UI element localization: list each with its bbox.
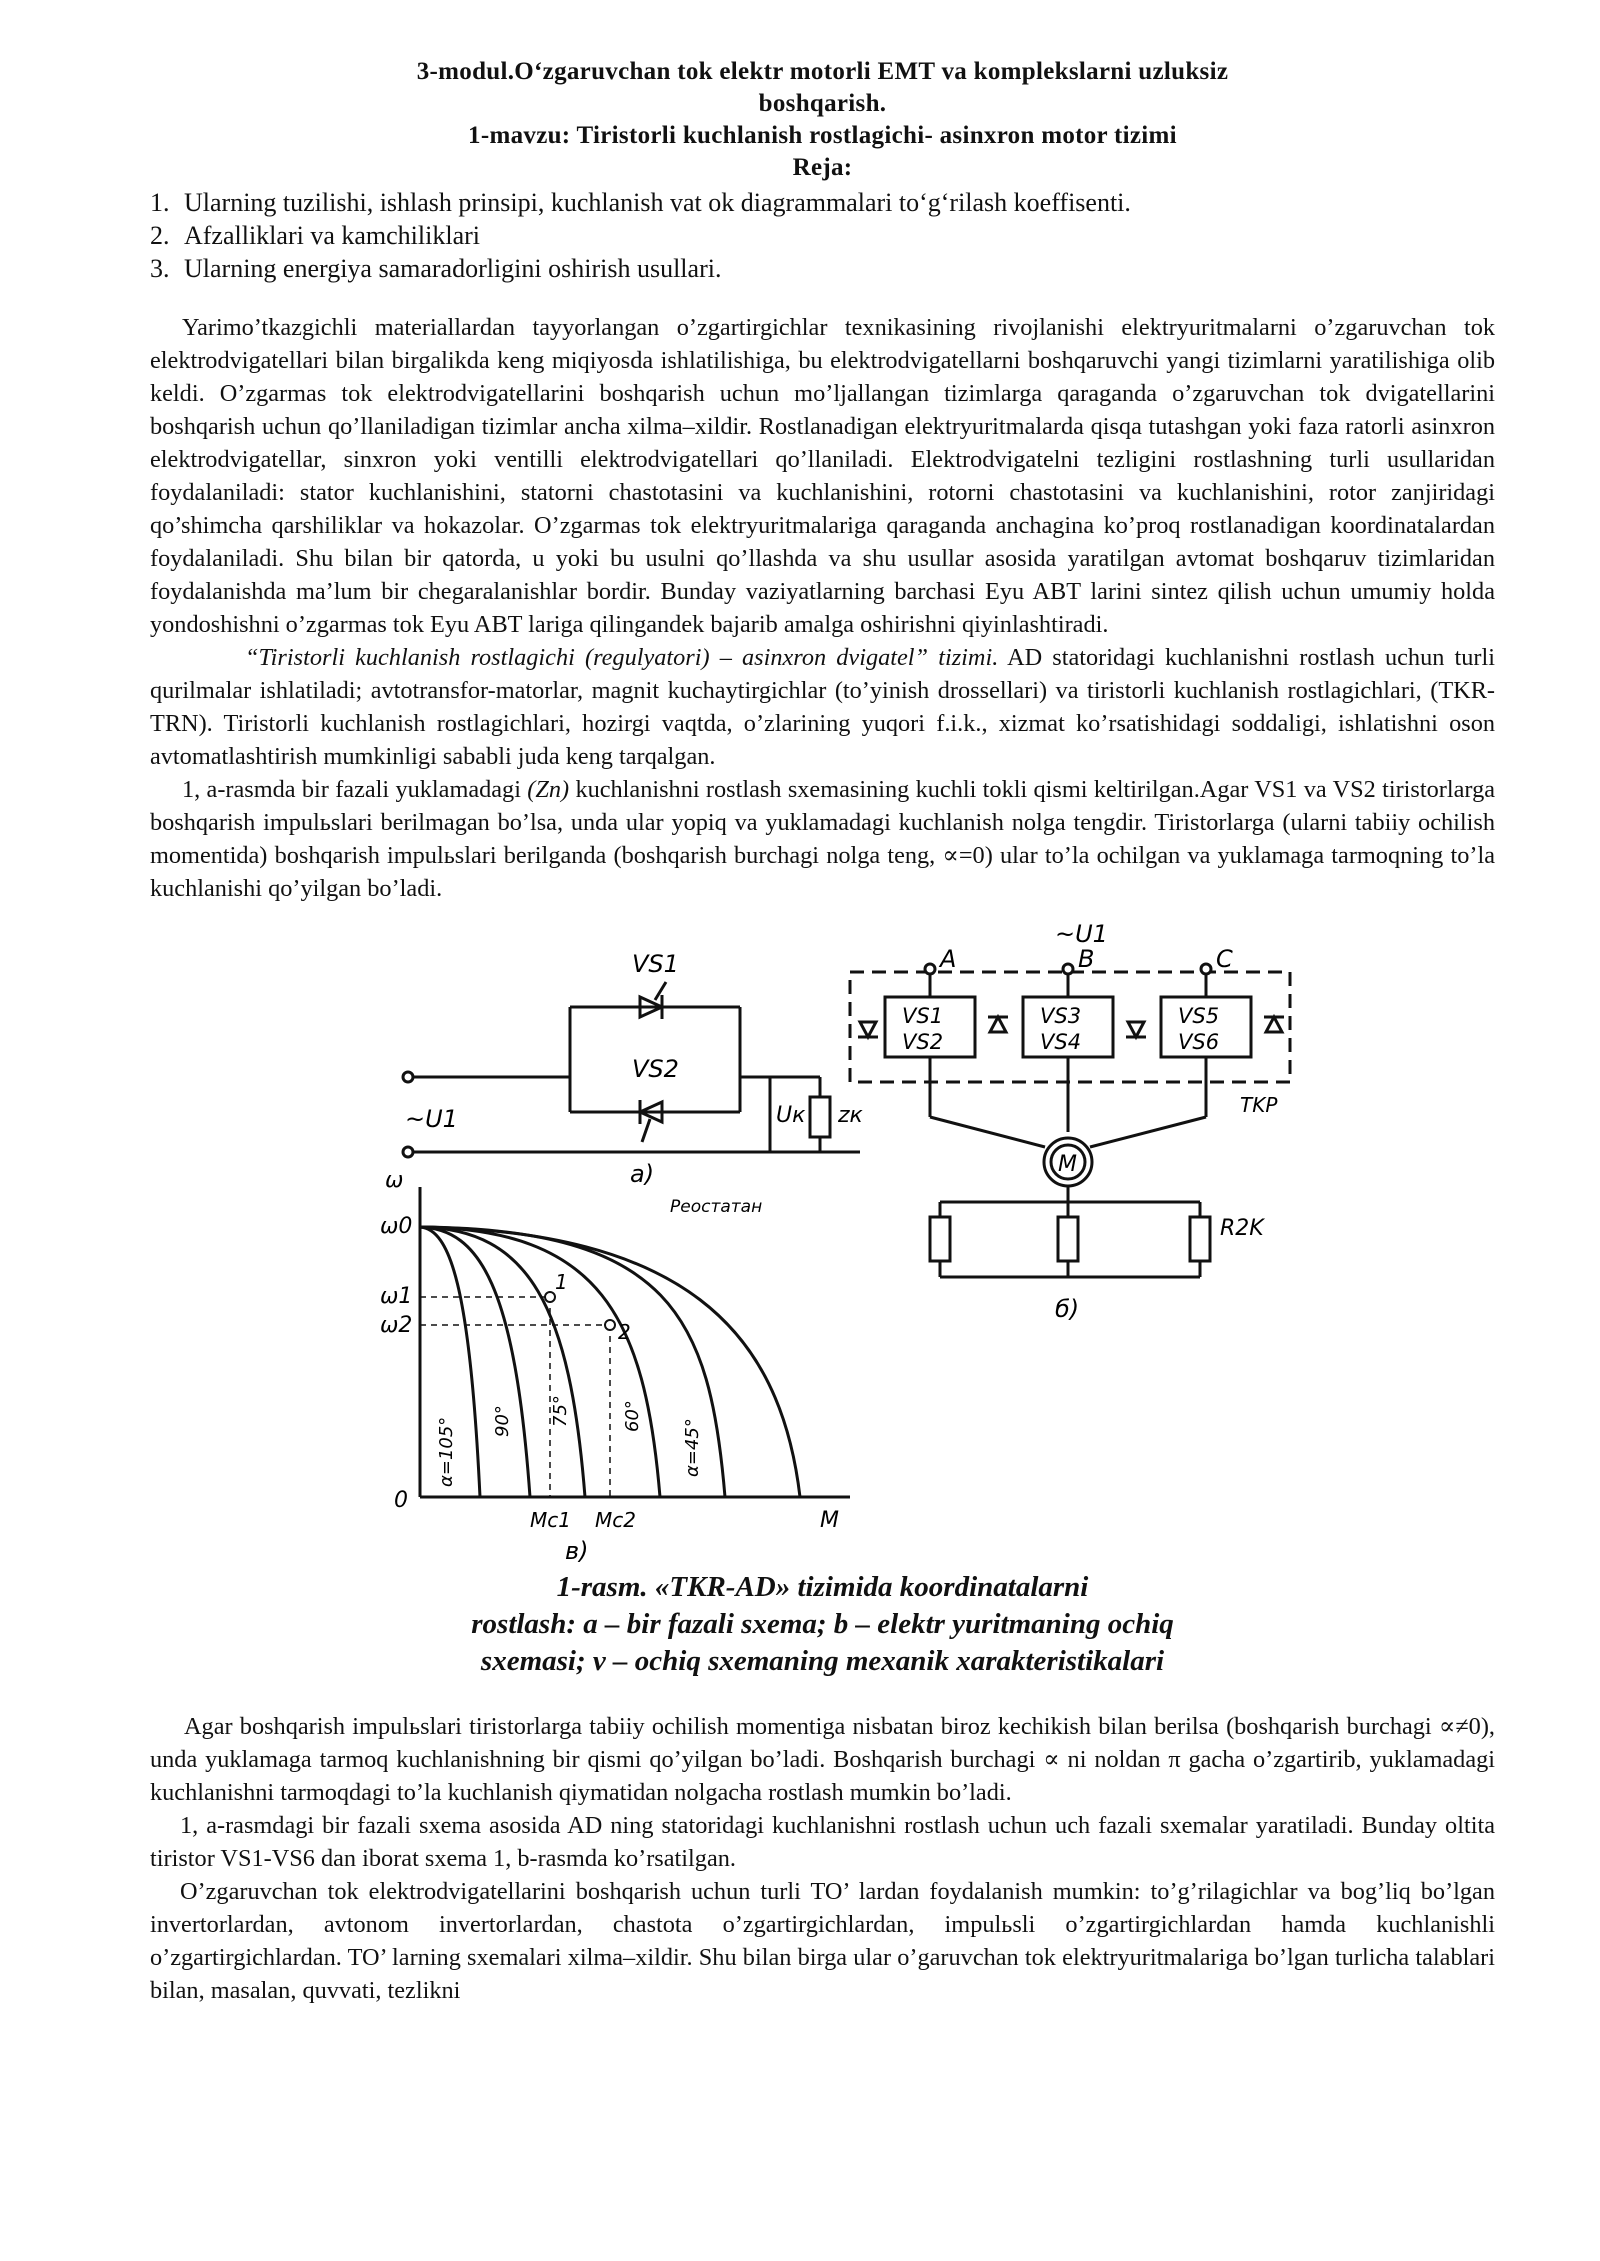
label-source: ~U1 — [405, 1105, 458, 1133]
label-rheostat: Реостатан — [670, 1197, 763, 1217]
label-phase-b: B — [1078, 945, 1095, 973]
plan-item-number: 2. — [150, 221, 170, 250]
paragraph-three-phase: 1, a-rasmdagi bir fazali sxema asosida AD ning statoridagi kuchlanishni rostlash uchun uch fazali sxemalar yaratiladi. Bunday oltita tiristor VS1-VS6 dan iborat sxema 1, b-rasmda ko’rsatilgan. — [150, 1812, 1495, 1872]
caption-line-2: rostlash: a – bir fazali sxema; b – elektr yuritmaning ochiq — [471, 1608, 1174, 1640]
sub-label-a: a) — [630, 1160, 655, 1187]
tick-mc2: Mc2 — [595, 1508, 636, 1532]
label-alpha-105: α=105° — [436, 1416, 457, 1487]
topic-title: 1-mavzu: Tiristorli kuchlanish rostlagichi- asinxron motor tizimi — [468, 122, 1177, 149]
plan-item — [150, 186, 1495, 219]
label-tkr: TKP — [1240, 1093, 1278, 1117]
label-vs1: VS1 — [632, 950, 679, 978]
label-vs6: VS6 — [1178, 1030, 1220, 1054]
label-alpha-75: 75° — [550, 1395, 571, 1427]
plan-list — [150, 186, 1495, 285]
sub-label-v: в) — [565, 1537, 589, 1565]
paragraph-converters: O’zgaruvchan tok elektrodvigatellarini boshqarish uchun turli TO’ lardan foydalanish mumkin: to’g’rilagichlar va bog’liq bo’lgan invertorlardan, avtonom invertorlardan, chastota o’zgartirgichlardan, impulьsli o’zgartirgichlardan hamda kuchlanishli o’zgartirgichlardan. TO’ larning sxemalari xilma–xildir. Shu bilan birga ular o’garuvchan tok elektryuritmalariga bo’lgan turlicha talablari bilan, masalan, quvvati, tezlikni — [150, 1878, 1495, 2004]
schematic-b — [840, 917, 1300, 1357]
paragraph-single-phase — [150, 773, 1495, 905]
label-zk: zк — [838, 1103, 863, 1128]
load-symbol: (Zn) — [527, 776, 570, 803]
paragraph-tkr-system — [150, 641, 1495, 773]
tkr-system-text: AD statoridagi kuchlanishni rostlash uchun turli qurilmalar ishlatiladi; avtotransfor-matorlar, magnit kuchaytirgichlar (to’yinish drossellari) va tiristorli kuchlanish rostlagichlari, (TKR-TRN). Tiristorli kuchlanish rostlagichlari, hozirgi vaqtda, o’zlarining yuqori f.i.k., xizmat ko’rsatishidagi soddaligi, ishlatishni oson avtomatlashtirish mumkinligi sababli juda keng tarqalgan. — [150, 644, 1495, 770]
plan-item-text: Ularning tuzilishi, ishlash prinsipi, kuchlanish vat ok diagrammalari to‘g‘rilash koeffisenti. — [184, 188, 1131, 217]
plan-item — [150, 252, 1495, 285]
label-vs2-b: VS2 — [902, 1030, 944, 1054]
label-vs1-b: VS1 — [902, 1004, 944, 1028]
axis-m: M — [820, 1508, 839, 1533]
paragraph-intro: Yarimo’tkazgichli materiallardan tayyorlangan o’zgartirgichlar texnikasining rivojlanishi elektryuritmalarni o’zgaruvchan tok elektrodvigatellari bilan birgalikda keng miqiyosda ishlatilishiga, bu elektrodvigatellarni boshqaruvchi yangi tizimlarni yaratilishiga olib keldi. O’zgarmas tok elektrodvigatellarini boshqarish uchun mo’ljallangan tizimlarga qaraganda o’zgaruvchan tok dvigatellarini boshqarish uchun qo’llaniladigan tizimlar ancha xilma–xildir. Rostlanadigan elektryuritmalarda qisqa tutashgan yoki faza ratorli asinxron elektrodvigatellar, sinxron yoki ventilli elektrodvigatellari qo’llaniladi. Elektrodvigatelni tezligini rostlashning turli usullaridan foydalaniladi: stator kuchlanishini, statorni chastotasini va kuchlanishini, rotorni chastotasini va kuchlanishini, rotor zanjiridagi qo’shimcha qarshiliklar va hokazolar. O’zgarmas tok elektryuritmalariga qaraganda anchagina ko’proq rostlanadigan koordinatalardan foydalaniladi. Shu bilan bir qatorda, u yoki bu usulni qo’llashda va shu usullar asosida yaratilgan avtomat boshqaruv tizimlaridan foydalanishda ma’lum bir chegaralanishlar bordir. Bunday vaziyatlarning barchasi Eyu ABT larini sintez qilish uchun umumiy holda yondoshishni o’zgarmas tok Eyu ABT lariga qilingandek bajarib amalga oshirishni qiyinlashtiradi. — [150, 314, 1495, 638]
body-text — [150, 311, 1495, 905]
title-line-1: 3-modul.O‘zgaruvchan tok elektr motorli EMT va komplekslarni uzluksiz — [416, 58, 1229, 85]
label-vs4: VS4 — [1040, 1030, 1082, 1054]
label-alpha-60: 60° — [622, 1400, 643, 1432]
body-text-2 — [150, 1710, 1495, 2007]
chart-v — [380, 1167, 870, 1567]
single-phase-text-b: kuchlanishni rostlash sxemasining kuchli tokli qismi keltirilgan.Agar VS1 va VS2 tiristorlarga boshqarish impulьslari berilmagan bo’lsa, unda ular yopiq va yuklamadagi kuchlanish nolga tengdir. Tiristorlarga (ularni tabiiy ochilish momentida) boshqarish impulьslari berilganda (boshqarish burchagi nolga teng, ∝=0) ular to’la ochilgan va yuklamaga tarmoqning to’la kuchlanishi qo’yilgan bo’ladi. — [150, 776, 1495, 902]
caption-line-3: sxemasi; v – ochiq sxemaning mexanik xarakteristikalari — [480, 1645, 1165, 1677]
axis-omega: ω — [385, 1168, 404, 1193]
label-phase-a: A — [940, 945, 957, 973]
label-point-2: 2 — [618, 1320, 631, 1344]
operating-point-2 — [605, 1320, 615, 1330]
label-alpha-45: α=45° — [682, 1418, 703, 1477]
plan-label: Reja: — [792, 154, 853, 181]
plan-item-text: Ularning energiya samaradorligini oshirish usullari. — [184, 254, 722, 283]
label-phase-c: C — [1216, 945, 1233, 973]
label-source-b: ~U1 — [1055, 920, 1108, 948]
tick-zero: 0 — [394, 1488, 408, 1513]
tick-omega1: ω1 — [380, 1284, 413, 1309]
tick-omega0: ω0 — [380, 1214, 413, 1239]
label-vs5: VS5 — [1178, 1004, 1220, 1028]
figure-1 — [150, 917, 1495, 1567]
plan-item-number: 1. — [150, 188, 170, 217]
label-alpha-90: 90° — [492, 1405, 513, 1437]
paragraph-delay: Agar boshqarish impulьslari tiristorlarga tabiiy ochilish momentiga nisbatan biroz kechikish bilan berilsa (boshqarish burchagi ∝≠0), unda yuklamaga tarmoq kuchlanishning bir qismi qo’yilgan bo’ladi. Boshqarish burchagi ∝ ni noldan π gacha o’zgartirib, yuklamadagi kuchlanishni tarmoqdagi to’la kuchlanish qiymatidan nolgacha rostlash mumkin bo’ladi. — [150, 1713, 1495, 1806]
document-page — [150, 56, 1495, 2007]
title-line-2: boshqarish. — [758, 90, 887, 117]
figure-caption — [150, 1569, 1495, 1680]
label-point-1: 1 — [555, 1270, 568, 1294]
sub-label-b: б) — [1055, 1295, 1080, 1323]
label-vs3: VS3 — [1040, 1004, 1082, 1028]
plan-item-number: 3. — [150, 254, 170, 283]
label-uk: Uк — [776, 1103, 806, 1128]
tick-omega2: ω2 — [380, 1313, 413, 1338]
label-motor: M — [1058, 1152, 1077, 1177]
plan-item-text: Afzalliklari va kamchiliklari — [184, 221, 480, 250]
plan-item — [150, 219, 1495, 252]
label-vs2: VS2 — [632, 1055, 679, 1083]
operating-point-1 — [545, 1292, 555, 1302]
label-r2k: R2K — [1220, 1216, 1264, 1241]
tick-mc1: Mc1 — [530, 1508, 571, 1532]
schematic-a — [400, 937, 880, 1187]
module-title — [150, 56, 1495, 184]
caption-line-1: 1-rasm. «TKR-AD» tizimida koordinatalarni — [556, 1571, 1089, 1603]
tkr-system-heading: “Tiristorli kuchlanish rostlagichi (regulyatori) – asinxron dvigatel” tizimi. — [245, 644, 999, 671]
single-phase-text-a: 1, a-rasmda bir fazali yuklamadagi — [182, 776, 528, 803]
